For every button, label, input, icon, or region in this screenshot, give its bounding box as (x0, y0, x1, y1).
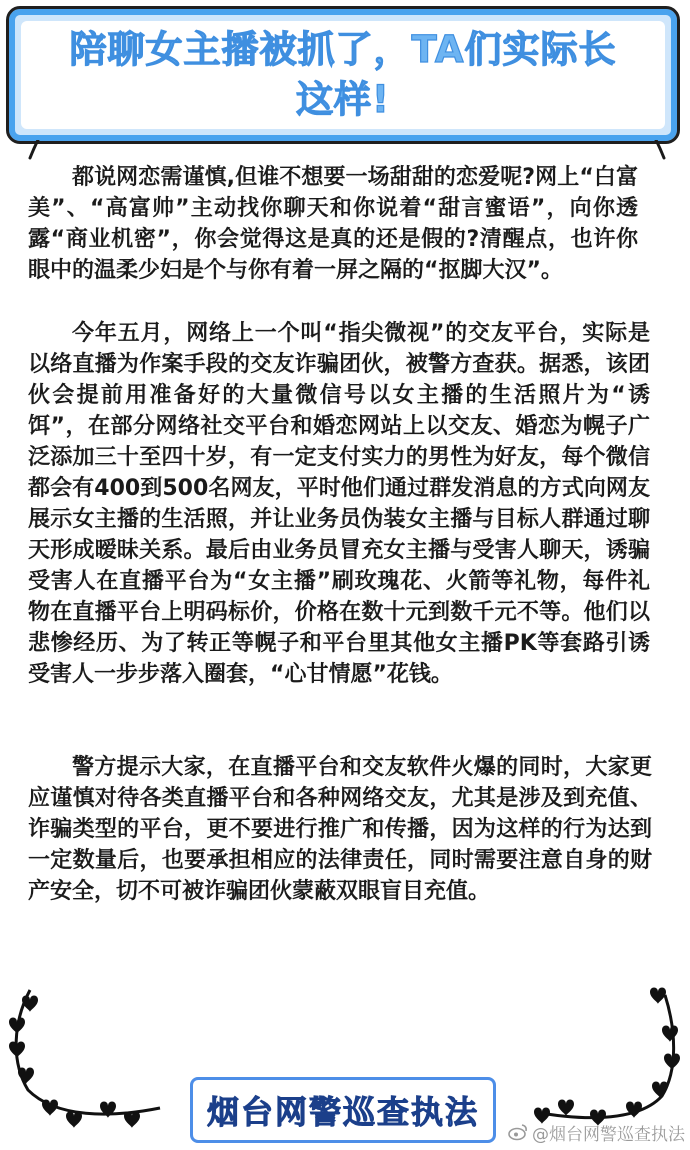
footer-badge (190, 1077, 496, 1143)
weibo-icon (508, 1123, 528, 1141)
watermark-text: @烟台网警巡查执法 (532, 1124, 685, 1145)
paragraph-warning: 警方提示大家，在直播平台和交友软件火爆的同时，大家更应谨慎对待各类直播平台和各种网络交友，尤其是涉及到充值、诈骗类型的平台，更不要进行推广和传播，因为这样的行为达到一定数量后，也要承担相应的法律责任，同时需要注意自身的财产安全，切不可被诈骗团伙蒙蔽双眼盲目充值。 (28, 755, 652, 904)
watermark (508, 1119, 685, 1145)
title-banner-inner (21, 21, 665, 129)
page-title: 陪聊女主播被抓了，TA们实际长这样! (69, 28, 617, 121)
footer-badge-text: 烟台网警巡查执法 (206, 1093, 479, 1131)
title-banner (6, 6, 680, 144)
paragraph-intro: 都说网恋需谨慎,但谁不想要一场甜甜的恋爱呢?网上“白富美”、“高富帅”主动找你聊天和你说着“甜言蜜语”，向你透露“商业机密”，你会觉得这是真的还是假的?清醒点，也许你眼中的温柔少妇是个与你有着一屏之隔的“抠脚大汉”。 (28, 165, 638, 283)
paragraph-case: 今年五月，网络上一个叫“指尖微视”的交友平台，实际是以络直播为作案手段的交友诈骗团伙，被警方查获。据悉，该团伙会提前用准备好的大量微信号以女主播的生活照片为“诱饵”，在部分网络社交平台和婚恋网站上以交友、婚恋为幌子广泛添加三十至四十岁，有一定支付实力的男性为好友，每个微信都会有400到500名网友，平时他们通过群发消息的方式向网友展示女主播的生活照，并让业务员伪装女主播与目标人群通过聊天形成暧昧关系。最后由业务员冒充女主播与受害人聊天，诱骗受害人在直播平台为“女主播”刷玫瑰花、火箭等礼物，每件礼物在直播平台上明码标价，价格在数十元到数千元不等。他们以悲惨经历、为了转正等幌子和平台里其他女主播PK等套路引诱受害人一步步落入圈套，“心甘情愿”花钱。 (28, 321, 650, 687)
article-body (22, 162, 662, 907)
